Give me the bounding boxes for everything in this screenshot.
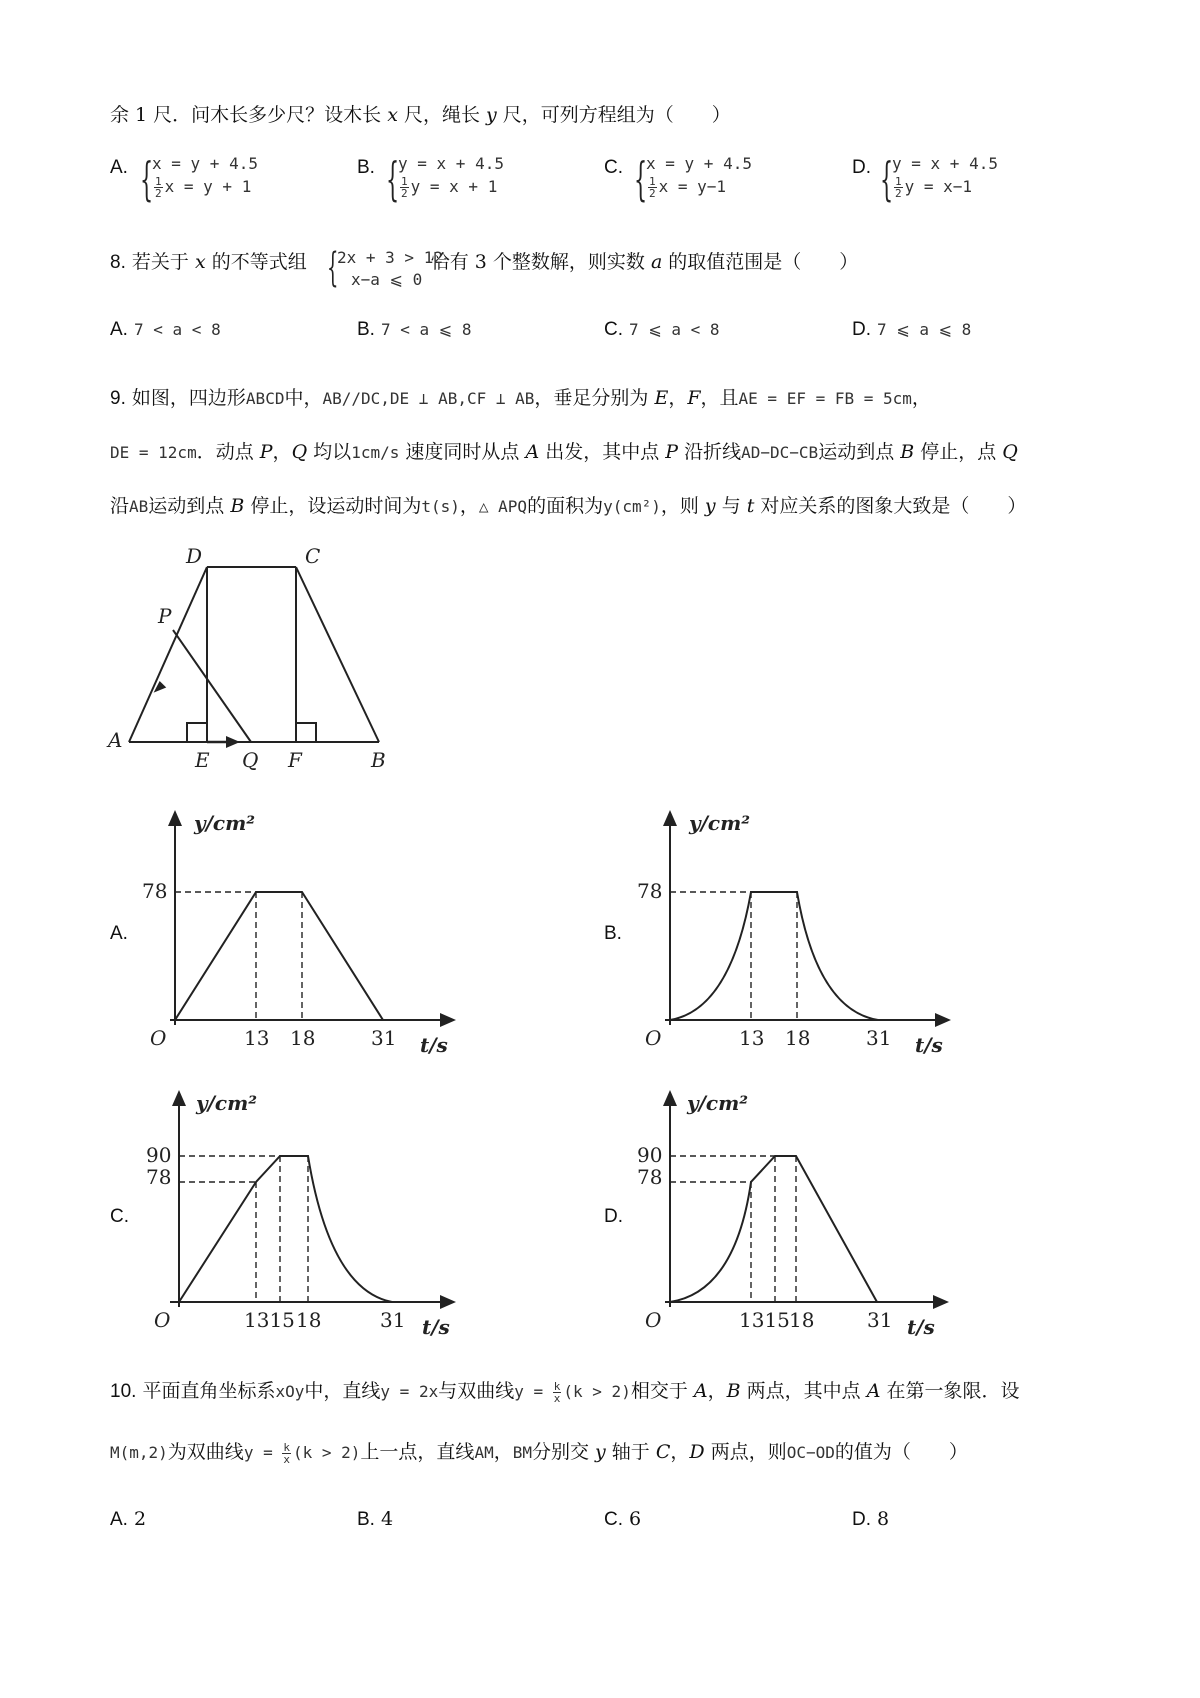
q9-text: 出发，其中点 xyxy=(539,441,666,463)
label-c: C xyxy=(305,545,321,568)
q8-option-d[interactable] xyxy=(852,318,971,341)
y-tick: 90 xyxy=(146,1143,172,1167)
q9-text: 沿 xyxy=(110,495,130,517)
q10-option-d[interactable] xyxy=(852,1508,889,1531)
q7-text-b: 尺，绳长 xyxy=(397,104,487,126)
y-axis-arrow-icon xyxy=(663,1090,677,1106)
q7-c-eq2: x = y−1 xyxy=(658,177,727,196)
q9-option-a-label: A. xyxy=(110,923,128,944)
q9-var: P xyxy=(259,441,273,463)
q7-d-eq2: y = x−1 xyxy=(904,177,973,196)
q7-option-a-system xyxy=(140,154,300,214)
q8-option-d-value: 7 ⩽ a ⩽ 8 xyxy=(877,320,972,339)
q7-option-c-system xyxy=(634,154,794,214)
y-axis-arrow-icon xyxy=(663,810,677,826)
q7-d-frac-den: 2 xyxy=(895,187,902,200)
q10-option-c-label: C. xyxy=(604,1509,623,1530)
q8-option-b[interactable] xyxy=(357,318,471,341)
brace-icon: { xyxy=(140,152,154,206)
q8-ineq1: 2x + 3 > 12 xyxy=(337,248,443,267)
q10-text: ， xyxy=(493,1441,513,1463)
q10-text: ， xyxy=(670,1441,690,1463)
brace-icon: { xyxy=(634,152,648,206)
q7-b-frac-den: 2 xyxy=(401,187,408,200)
q10-hyp-cond: (k > 2) xyxy=(292,1443,361,1462)
q9-var: t xyxy=(746,495,755,517)
q7-c-frac-den: 2 xyxy=(649,187,656,200)
q10-option-a[interactable] xyxy=(110,1508,146,1531)
q9-graph-c xyxy=(130,1080,460,1350)
brace-icon: { xyxy=(386,152,400,206)
q9-lengths: AE = EF = FB = 5cm xyxy=(738,389,912,408)
x-tick: 31 xyxy=(371,1026,397,1050)
q10-expr: OC−OD xyxy=(786,1443,835,1462)
x-tick: 18 xyxy=(290,1026,316,1050)
q7-option-b-system xyxy=(386,154,546,214)
q10-text: 相交于 xyxy=(630,1380,694,1402)
q8-inequality-system xyxy=(327,246,457,296)
q7-option-a[interactable] xyxy=(110,156,128,179)
q10-text: 两点，则 xyxy=(704,1441,787,1463)
q7-b-frac-num: 1 xyxy=(401,175,408,188)
q7-a-eq1: x = y + 4.5 xyxy=(152,154,258,173)
q7-a-frac-den: 2 xyxy=(155,187,162,200)
origin-label: O xyxy=(154,1308,171,1332)
arrow-aq-icon xyxy=(226,736,240,748)
q9-option-d[interactable] xyxy=(604,1205,623,1228)
q10-text: 中，直线 xyxy=(304,1380,381,1402)
q9-triangle: △ APQ xyxy=(478,497,528,516)
brace-icon: { xyxy=(327,245,339,291)
q10-point-m: M(m,2) xyxy=(110,1443,168,1462)
x-axis-label: t/s xyxy=(420,1033,448,1057)
q8-option-b-value: 7 < a ⩽ 8 xyxy=(381,320,472,339)
q8-option-c-label: C. xyxy=(604,319,623,340)
q8-option-b-label: B. xyxy=(357,319,375,340)
x-tick: 1315 xyxy=(739,1308,790,1332)
q10-text: 为双曲线 xyxy=(167,1441,244,1463)
x-tick: 18 xyxy=(296,1308,322,1332)
q9-text: 停止，点 xyxy=(914,441,1003,463)
q10-text: 的值为（ ） xyxy=(834,1441,968,1463)
q8-option-a-label: A. xyxy=(110,319,128,340)
q10-text: 在第一象限．设 xyxy=(880,1380,1020,1402)
q9-var: P xyxy=(665,441,679,463)
q9-option-a[interactable] xyxy=(110,922,128,945)
label-e: E xyxy=(195,748,210,772)
q7-a-eq2: x = y + 1 xyxy=(164,177,252,196)
x-tick: 1315 xyxy=(244,1308,295,1332)
segment-pq xyxy=(173,630,251,742)
x-axis-arrow-icon xyxy=(933,1295,949,1309)
x-axis-label: t/s xyxy=(915,1033,943,1057)
q8-option-c[interactable] xyxy=(604,318,720,341)
brace-icon: { xyxy=(880,152,894,206)
q9-number: 9. xyxy=(110,388,126,409)
q9-ab: AB xyxy=(129,497,149,516)
q9-y: y(cm²) xyxy=(603,497,661,516)
q10-stem-line1 xyxy=(110,1376,1019,1404)
q9-text: ， xyxy=(459,495,479,517)
q10-hyp-y: y = xyxy=(243,1443,273,1462)
q9-var: A xyxy=(525,441,540,463)
label-p: P xyxy=(158,604,172,628)
right-angle-f xyxy=(296,723,316,742)
label-f: F xyxy=(288,748,302,772)
q9-text: ．动点 xyxy=(196,441,260,463)
q9-condition: AB//DC,DE ⊥ AB,CF ⊥ AB xyxy=(322,389,535,408)
q9-option-b-label: B. xyxy=(604,923,622,944)
q10-hyp-k: k xyxy=(283,1441,290,1454)
q10-var: C xyxy=(655,1441,671,1463)
q8-text-d: 的取值范围是（ ） xyxy=(662,251,859,273)
q9-text: 运动到点 xyxy=(818,441,901,463)
origin-label: O xyxy=(645,1308,662,1332)
q9-text: 运动到点 xyxy=(148,495,231,517)
q9-text: 如图，四边形 xyxy=(131,387,246,409)
y-axis-label: y/cm² xyxy=(194,811,256,835)
q8-var-x: x xyxy=(194,251,206,273)
q7-text-a: 余 1 尺．问木长多少尺？设木长 xyxy=(110,104,388,126)
q7-var-y: y xyxy=(486,104,497,126)
q10-hyp-k: k xyxy=(553,1380,561,1393)
q9-text: 中， xyxy=(284,387,323,409)
q10-option-d-value: 8 xyxy=(877,1508,890,1530)
q9-var: E xyxy=(654,387,669,409)
q8-text-c: 恰有 3 个整数解，则实数 xyxy=(430,251,651,273)
q9-graph-a xyxy=(130,800,460,1070)
q9-text: 沿折线 xyxy=(678,441,742,463)
x-axis-arrow-icon xyxy=(440,1295,456,1309)
right-angle-e xyxy=(187,723,207,742)
q9-de: DE = 12cm xyxy=(110,443,197,462)
q9-trapezoid-figure xyxy=(100,545,410,775)
q10-text: 上一点，直线 xyxy=(360,1441,475,1463)
q9-option-b[interactable] xyxy=(604,922,622,945)
y-axis-label: y/cm² xyxy=(687,1091,749,1115)
q9-text: 对应关系的图象大致是（ ） xyxy=(754,495,1027,517)
q7-option-b-label: B. xyxy=(357,157,375,178)
y-axis-label: y/cm² xyxy=(196,1091,258,1115)
x-tick: 13 xyxy=(739,1026,765,1050)
graph-curve xyxy=(670,1156,877,1302)
q7-b-eq1: y = x + 4.5 xyxy=(398,154,504,173)
x-tick: 13 xyxy=(244,1026,270,1050)
q9-path: AD−DC−CB xyxy=(741,443,819,462)
q9-text: 均以 xyxy=(307,441,352,463)
q10-var: B xyxy=(726,1380,741,1402)
graph-curve xyxy=(175,892,383,1020)
q10-hyp-cond: (k > 2) xyxy=(563,1382,631,1401)
q9-var: F xyxy=(687,387,701,409)
q9-var: y xyxy=(704,495,716,517)
y-axis-arrow-icon xyxy=(168,810,182,826)
q9-stem-line3 xyxy=(110,491,1026,518)
x-tick: 18 xyxy=(789,1308,815,1332)
q7-d-eq1: y = x + 4.5 xyxy=(892,154,998,173)
origin-label: O xyxy=(645,1026,662,1050)
graph-curve xyxy=(670,892,878,1020)
q9-text: 停止，设运动时间为 xyxy=(244,495,422,517)
q7-stem-tail xyxy=(110,100,731,127)
q9-text: ， xyxy=(911,387,931,409)
y-tick: 78 xyxy=(637,1165,663,1189)
q7-option-d-label: D. xyxy=(852,157,871,178)
q8-option-a[interactable] xyxy=(110,318,221,341)
q7-c-eq1: x = y + 4.5 xyxy=(646,154,752,173)
x-axis-arrow-icon xyxy=(440,1013,456,1027)
label-a: A xyxy=(108,728,123,752)
q7-option-a-label: A. xyxy=(110,157,128,178)
q10-text: 与双曲线 xyxy=(438,1380,515,1402)
q10-stem-line2 xyxy=(110,1437,968,1465)
q9-var: Q xyxy=(291,441,308,463)
q7-b-eq2: y = x + 1 xyxy=(410,177,498,196)
q10-option-a-value: 2 xyxy=(134,1508,147,1530)
x-axis-arrow-icon xyxy=(935,1013,951,1027)
q10-text: 轴于 xyxy=(605,1441,656,1463)
q10-option-d-label: D. xyxy=(852,1509,871,1530)
q8-text-a: 若关于 xyxy=(131,251,195,273)
q7-a-frac-num: 1 xyxy=(155,175,162,188)
q8-option-a-value: 7 < a < 8 xyxy=(134,320,221,339)
q10-number: 10. xyxy=(110,1381,137,1402)
q8-ineq2: x−a ⩽ 0 xyxy=(351,270,423,289)
q9-text: ， xyxy=(668,387,688,409)
q9-graph-d xyxy=(625,1080,955,1350)
q10-var: y xyxy=(595,1441,606,1463)
q9-var: B xyxy=(900,441,915,463)
q7-option-d-system xyxy=(880,154,1040,214)
q10-hyperbola-2 xyxy=(243,1441,361,1466)
q8-var-a: a xyxy=(650,251,663,273)
q10-option-c-value: 6 xyxy=(629,1508,642,1530)
q10-hyp-x: x xyxy=(553,1392,561,1405)
q9-graph-b xyxy=(625,800,955,1070)
q7-option-d[interactable] xyxy=(852,156,871,179)
q9-text: ，且 xyxy=(700,387,739,409)
q10-option-b-value: 4 xyxy=(381,1508,394,1530)
q8-text-b: 的不等式组 xyxy=(205,251,307,273)
q8-option-d-label: D. xyxy=(852,319,871,340)
q9-text: 的面积为 xyxy=(527,495,604,517)
q10-var: A xyxy=(866,1380,881,1402)
q9-text: 速度同时从点 xyxy=(399,441,526,463)
label-d: D xyxy=(186,545,203,568)
segment-ad xyxy=(129,567,207,742)
x-tick: 31 xyxy=(380,1308,406,1332)
x-tick: 31 xyxy=(867,1308,893,1332)
y-tick: 90 xyxy=(637,1143,663,1167)
q10-line-eq: y = 2x xyxy=(380,1382,439,1401)
q10-text: 平面直角坐标系 xyxy=(142,1380,276,1402)
q10-xoy: xOy xyxy=(275,1382,305,1401)
y-axis-label: y/cm² xyxy=(689,811,751,835)
label-b: B xyxy=(371,748,386,772)
q10-text: ， xyxy=(707,1380,727,1402)
q10-hyperbola xyxy=(514,1380,631,1405)
q10-var: D xyxy=(689,1441,705,1463)
q9-option-c[interactable] xyxy=(110,1205,129,1228)
q9-stem-line1 xyxy=(110,383,931,410)
q10-option-b-label: B. xyxy=(357,1509,375,1530)
q10-hyp-x: x xyxy=(283,1453,290,1466)
q9-var: B xyxy=(230,495,245,517)
q7-text-c: 尺，可列方程组为（ ） xyxy=(496,104,731,126)
q9-text: ，则 xyxy=(660,495,705,517)
x-tick: 18 xyxy=(785,1026,811,1050)
q9-text: ，垂足分别为 xyxy=(534,387,655,409)
q7-d-frac-num: 1 xyxy=(895,175,902,188)
label-q: Q xyxy=(242,748,259,772)
q9-speed: 1cm/s xyxy=(351,443,400,462)
q8-stem xyxy=(110,247,858,274)
q9-t: t(s) xyxy=(421,497,460,516)
q8-number: 8. xyxy=(110,252,126,273)
q9-var: Q xyxy=(1002,441,1018,463)
q10-bm: BM xyxy=(512,1443,532,1462)
q9-quad: ABCD xyxy=(245,389,285,408)
q10-var: A xyxy=(693,1380,708,1402)
y-tick: 78 xyxy=(637,879,663,903)
x-axis-label: t/s xyxy=(907,1315,935,1339)
origin-label: O xyxy=(150,1026,167,1050)
q10-option-a-label: A. xyxy=(110,1509,128,1530)
q7-option-c[interactable] xyxy=(604,156,623,179)
q10-hyp-y: y = xyxy=(514,1382,544,1401)
q9-option-c-label: C. xyxy=(110,1206,129,1227)
q10-text: 分别交 xyxy=(531,1441,596,1463)
q7-option-b[interactable] xyxy=(357,156,375,179)
x-axis-label: t/s xyxy=(422,1315,450,1339)
q9-text: 与 xyxy=(715,495,747,517)
x-tick: 31 xyxy=(866,1026,892,1050)
q9-stem-line2 xyxy=(110,437,1018,464)
q7-c-frac-num: 1 xyxy=(649,175,656,188)
y-tick: 78 xyxy=(142,879,168,903)
y-axis-arrow-icon xyxy=(172,1090,186,1106)
q9-option-d-label: D. xyxy=(604,1206,623,1227)
q9-text: ， xyxy=(272,441,292,463)
q7-option-c-label: C. xyxy=(604,157,623,178)
q10-option-c[interactable] xyxy=(604,1508,641,1531)
graph-curve xyxy=(179,1156,392,1302)
q10-option-b[interactable] xyxy=(357,1508,393,1531)
q7-var-x: x xyxy=(387,104,398,126)
segment-cb xyxy=(296,567,379,742)
y-tick: 78 xyxy=(146,1165,172,1189)
q10-text: 两点，其中点 xyxy=(740,1380,867,1402)
q10-am: AM xyxy=(474,1443,494,1462)
q8-option-c-value: 7 ⩽ a < 8 xyxy=(629,320,720,339)
